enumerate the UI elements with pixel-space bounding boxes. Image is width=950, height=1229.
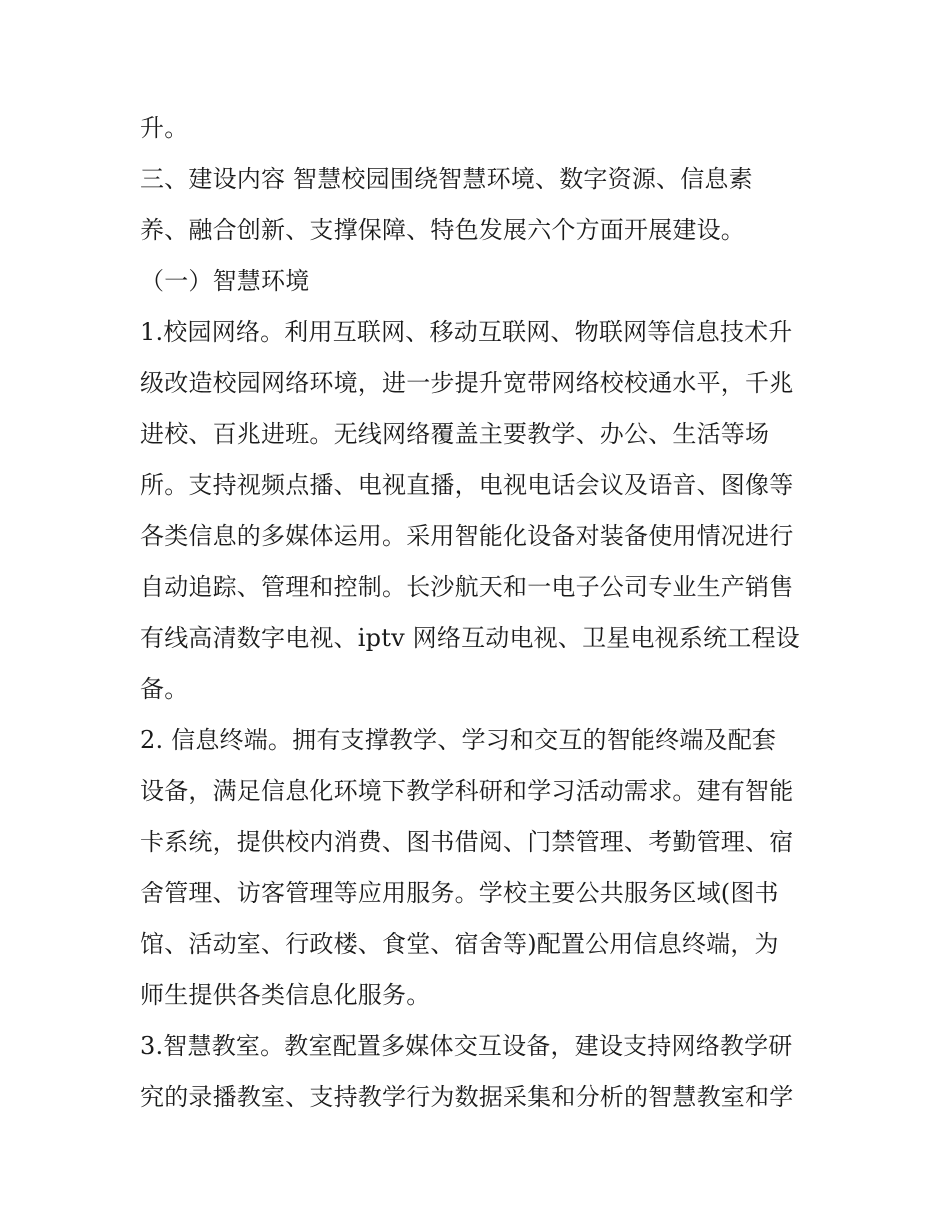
text-line: 设备，满足信息化环境下教学科研和学习活动需求。建有智能 bbox=[140, 777, 794, 805]
text-line: 师生提供各类信息化服务。 bbox=[140, 981, 431, 1009]
text-line: 级改造校园网络环境，进一步提升宽带网络校校通水平，千兆 bbox=[140, 369, 794, 397]
subsection-heading: （一）智慧环境 bbox=[140, 267, 310, 295]
text-line: 自动追踪、管理和控制。长沙航天和一电子公司专业生产销售 bbox=[140, 573, 794, 601]
text-line: 1.校园网络。利用互联网、移动互联网、物联网等信息技术升 bbox=[140, 318, 793, 346]
section-heading: 三、建设内容 智慧校园围绕智慧环境、数字资源、信息素 bbox=[140, 165, 753, 193]
text-line: 3.智慧教室。教室配置多媒体交互设备，建设支持网络教学研 bbox=[140, 1032, 793, 1060]
text-line: 升。 bbox=[140, 114, 189, 142]
text-line: 所。支持视频点播、电视直播，电视电话会议及语音、图像等 bbox=[140, 471, 794, 499]
text-line: 养、融合创新、支撑保障、特色发展六个方面开展建设。 bbox=[140, 216, 745, 244]
text-line: 舍管理、访客管理等应用服务。学校主要公共服务区域(图书 bbox=[140, 879, 779, 907]
text-line: 2. 信息终端。拥有支撑教学、学习和交互的智能终端及配套 bbox=[140, 726, 777, 754]
text-line: 馆、活动室、行政楼、食堂、宿舍等)配置公用信息终端，为 bbox=[140, 930, 779, 958]
text-line: 进校、百兆进班。无线网络覆盖主要教学、办公、生活等场 bbox=[140, 420, 770, 448]
text-line: 各类信息的多媒体运用。采用智能化设备对装备使用情况进行 bbox=[140, 522, 794, 550]
text-line: 卡系统，提供校内消费、图书借阅、门禁管理、考勤管理、宿 bbox=[140, 828, 794, 856]
text-line: 备。 bbox=[140, 675, 189, 703]
text-line: 有线高清数字电视、iptv 网络互动电视、卫星电视系统工程设 bbox=[140, 624, 800, 652]
text-line: 究的录播教室、支持教学行为数据采集和分析的智慧教室和学 bbox=[140, 1083, 794, 1111]
